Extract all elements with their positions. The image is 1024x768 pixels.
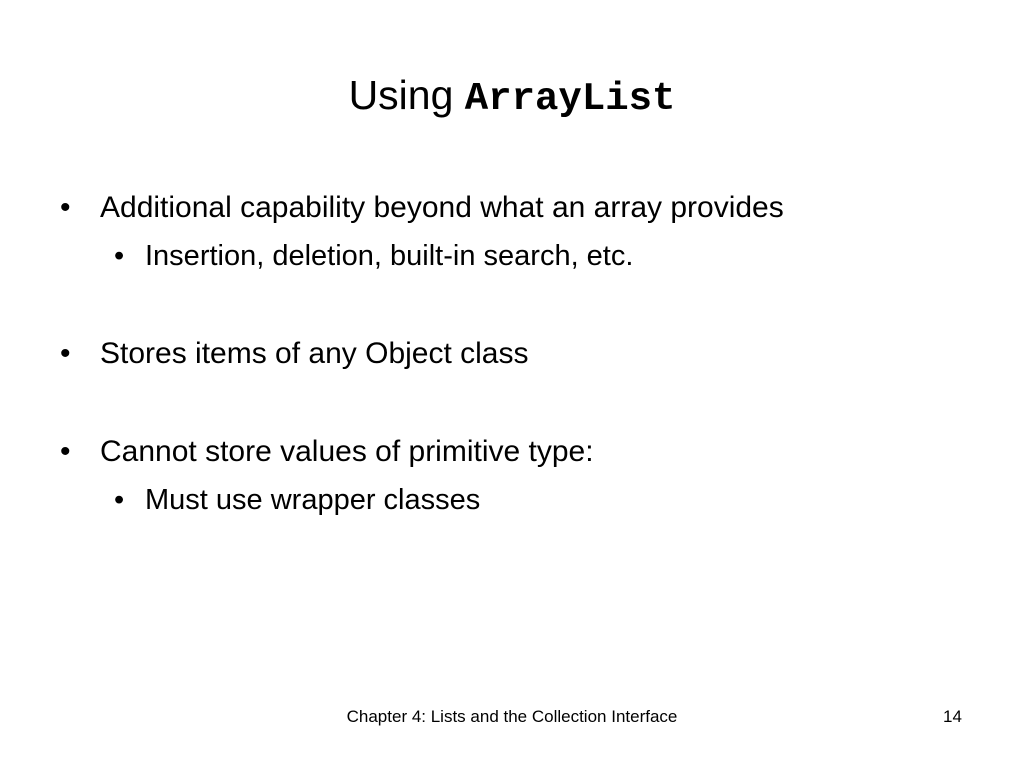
sub-bullet-text: Insertion, deletion, built-in search, etc.: [145, 240, 634, 272]
bullet-marker: •: [60, 337, 71, 370]
slide-footer: Chapter 4: Lists and the Collection Interface: [346, 707, 678, 726]
title-code: ArrayList: [464, 77, 676, 121]
bullet-text: Additional capability beyond what an array provides: [100, 191, 784, 224]
page-number: 14: [943, 707, 962, 726]
bullet-text: Cannot store values of primitive type:: [100, 435, 594, 468]
bullet-marker: •: [114, 240, 125, 272]
slide-title: [0, 68, 1024, 126]
title-prefix: Using: [348, 72, 454, 118]
bullet-text: Stores items of any Object class: [100, 337, 529, 370]
sub-bullet-text: Must use wrapper classes: [145, 484, 481, 516]
bullet-marker: •: [60, 191, 71, 224]
bullet-marker: •: [60, 435, 71, 468]
bullet-marker: •: [114, 484, 125, 516]
